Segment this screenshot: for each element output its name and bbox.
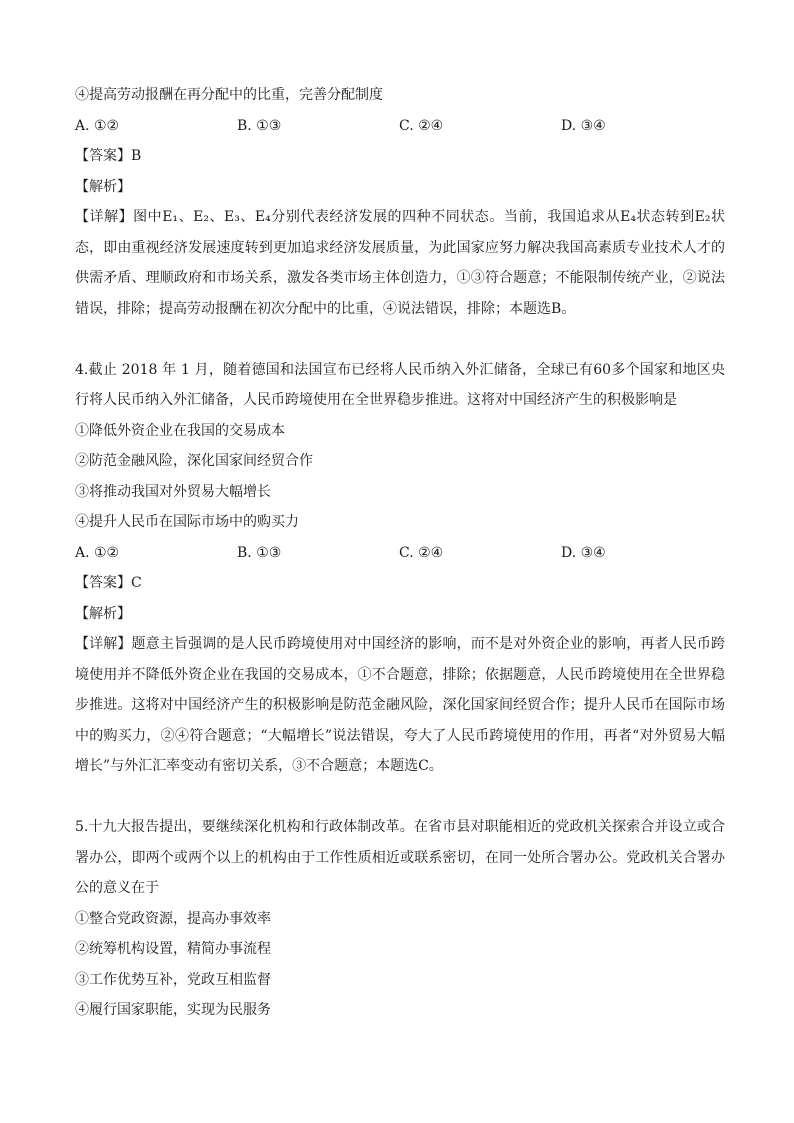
spacer (75, 782, 725, 813)
spacer (75, 324, 725, 355)
q4-answer (75, 568, 725, 599)
q3-answer (75, 141, 725, 172)
q4-choice-c: C. ②④ (399, 544, 444, 561)
q3-choice-b: B. ①③ (237, 117, 282, 134)
q4-choice-d: D. ③④ (561, 544, 606, 561)
q4-analysis-label: 【解析】 (75, 605, 131, 622)
answer-value: B (131, 148, 142, 164)
q5-option-4: ④履行国家职能，实现为民服务 (75, 1002, 271, 1018)
q4-option-1: ①降低外资企业在我国的交易成本 (75, 422, 285, 439)
q4-option-2: ②防范金融风险，深化国家间经贸合作 (75, 453, 313, 469)
q3-detail (75, 202, 725, 324)
q4-option-4: ④提升人民币在国际市场中的购买力 (75, 514, 299, 530)
answer-label: 【答案】 (75, 148, 131, 164)
answer-value: C (131, 575, 142, 591)
q3-choice-a: A. ①② (75, 117, 120, 134)
q5-option-2: ②统筹机构设置，精简办事流程 (75, 941, 271, 957)
q5-stem: 5.十九大报告提出，要继续深化机构和行政体制改革。在省市县对职能相近的党政机关探索合并设立或合署办公，即两个或两个以上的机构由于工作性质相近或联系密切，在同一处所合署办公。党政机关合署办公的意义在于 (75, 819, 725, 896)
q4-stem: 4.截止 2018 年 1 月，随着德国和法国宣布已经将人民币纳入外汇储备，全球已有60多个国家和地区央行将人民币纳入外汇储备，人民币跨境使用在全世界稳步推进。这将对中国经济产生的积极影响是 (75, 361, 725, 408)
q3-analysis-label: 【解析】 (75, 178, 131, 195)
q4-choices (75, 538, 725, 569)
q5-option-3: ③工作优势互补，党政互相监督 (75, 971, 271, 988)
q4-choice-b: B. ①③ (237, 544, 282, 561)
q5-option-1: ①整合党政资源，提高办事效率 (75, 910, 271, 927)
detail-label: 【详解】 (75, 209, 134, 225)
document-page (75, 80, 725, 1026)
answer-label: 【答案】 (75, 575, 131, 591)
q3-choice-c: C. ②④ (399, 117, 444, 134)
q3-choice-d: D. ③④ (561, 117, 606, 134)
q4-option-3: ③将推动我国对外贸易大幅增长 (75, 483, 271, 500)
q4-detail (75, 629, 725, 782)
q3-choices (75, 111, 725, 142)
q4-choice-a: A. ①② (75, 544, 120, 561)
detail-label: 【详解】 (75, 636, 132, 652)
detail-text: 题意主旨强调的是人民币跨境使用对中国经济的影响，而不是对外资企业的影响，再者人民币跨境使用并不降低外资企业在我国的交易成本，①不合题意，排除；依据题意，人民币跨境使用在全世界稳步推进。这将对中国经济产生的积极影响是防范金融风险，深化国家间经贸合作；提升人民币在国际市场中的购买力，②④符合题意；“大幅增长”说法错误，夸大了人民币跨境使用的作用，再者“对外贸易大幅增长”与外汇汇率变动有密切关系，③不合题意；本题选C。 (75, 636, 726, 774)
detail-text: 图中E₁、E₂、E₃、E₄分别代表经济发展的四种不同状态。当前，我国追求从E₄状态转到E₂状态，即由重视经济发展速度转到更加追求经济发展质量，为此国家应努力解决我国高素质专业技术人才的供需矛盾、理顺政府和市场关系，激发各类市场主体创造力，①③符合题意；不能限制传统产业，②说法错误，排除；提高劳动报酬在初次分配中的比重，④说法错误，排除；本题选B。 (75, 209, 725, 317)
q3-option-4: ④提高劳动报酬在再分配中的比重，完善分配制度 (75, 87, 383, 103)
